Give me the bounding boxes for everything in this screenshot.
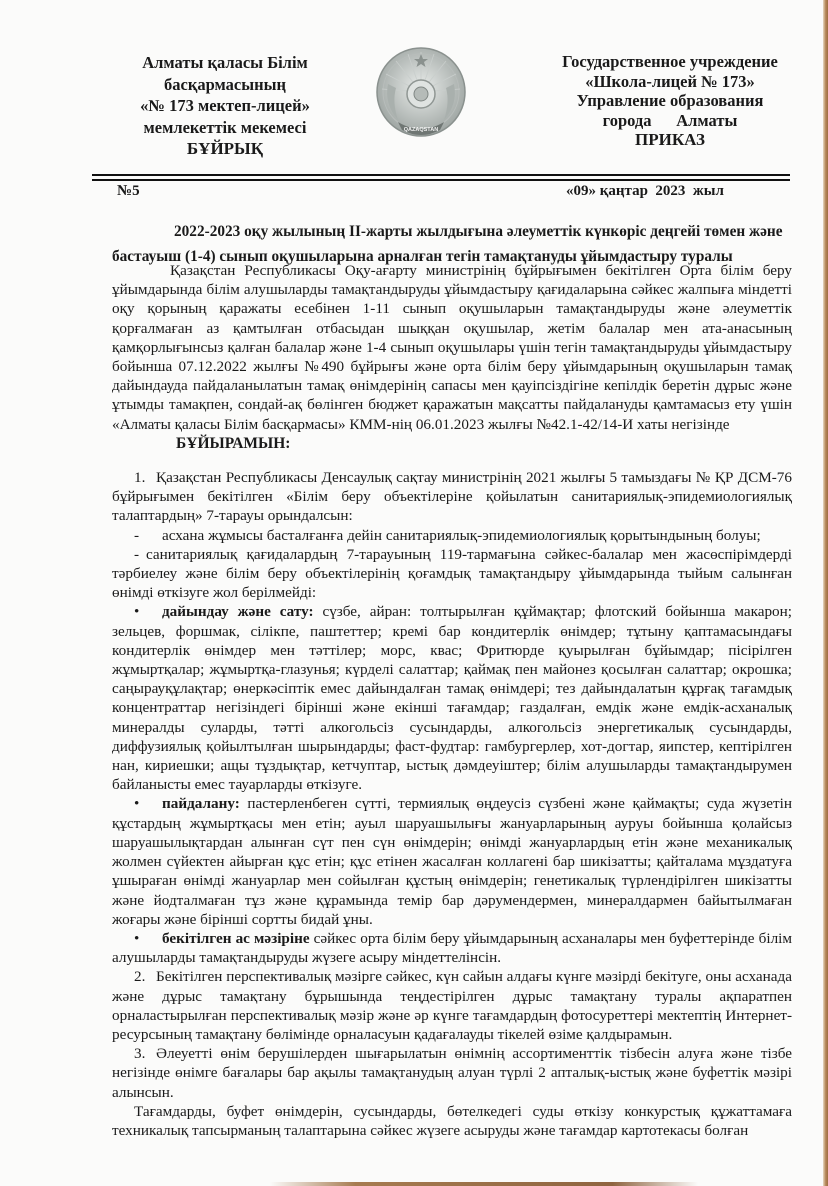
closing-paragraph: Тағамдарды, буфет өнімдерін, сусындарды, бөтелкедегі суды өткізу конкурстық құжаттамаға техникалық тапсырманың талаптарына сәйкес жүзеге асыруды және тағамдар картотекасы болған (112, 1102, 792, 1139)
header-kz-line: Алматы қаласы Білім (142, 53, 308, 72)
order-title-line: 2022-2023 оқу жылының ІІ-жарты жылдығына әлеуметтік күнкөріс деңгейі төмен және (174, 223, 783, 240)
document-header (0, 0, 828, 180)
bullet-marker: • (134, 929, 140, 947)
dash-item-text: санитариялық қағидалардың 7-тарауының 119-тармағына сәйкес-балалар мен жасөспірімдерді тәрбиелеу және білім беру объектілерінің қоғамдық тамақтандыру ұйымдарында тыйым салынған өнімді өткізуге жол берілмейді: (112, 545, 792, 602)
item-number: 3. (134, 1045, 146, 1063)
doc-type-ru: ПРИКАЗ (635, 130, 705, 149)
bullet-text: пастерленбеген сүтті, термиялық өңдеусіз сүзбені және қаймақты; суда жүзетін құстардың жұмыртқасы мен етін; ауыл шаруашылығы жануарларының ауруы бойынша қолайсыз шаруашылықтардан алынған сүт пен сүн өнімдерін; өнімді жануарлардың етін және механикалық жолмен сүйектен айырған құс етін; құс етінен жасалған коллагені бар шикізатты; қайталама мұздатуға ұшыраған өнімді жануарлар мен сойылған құстың өнімдерін; генетикалық түрлендірілген шикізатты және йодталмаған тұз және құрамында темір бар дәрумендермен, минералдармен байытылмаған жоғары және бірінші сортты бидай ұны. (112, 795, 792, 928)
page-bottom-shadow (270, 1182, 698, 1186)
header-russian-block (545, 52, 795, 150)
bullet-list-item (112, 602, 792, 794)
item-text: Қазақстан Республикасы Денсаулық сақтау министрінің 2021 жылғы 5 тамыздағы № ҚР ДСМ-76 бұйрығымен бекітілген «Білім беру объектілеріне қойылатын санитариялық-эпидемиологиялық талаптардың» 7-тарауы орындалсын: (112, 469, 792, 525)
bullet-marker: • (134, 795, 140, 813)
order-item-2 (112, 967, 792, 1044)
item-number: 1. (134, 469, 146, 487)
item-text: Әлеуетті өнім берушілерден шығарылатын өнімнің ассортименттік тізбесін алуға және тізбе негізінде өнімге бағалары бар ақылы тамақтанудың алуан түрлі 2 апталық-ыстық және буфеттік мәзірі алынсын. (112, 1045, 792, 1101)
order-meta (0, 183, 828, 203)
dash-list-item (112, 545, 792, 603)
header-kz-line: мемлекеттік мекемесі (143, 117, 307, 137)
header-kz-line: басқармасының (164, 74, 286, 94)
header-kazakh-block (105, 52, 345, 160)
order-number: №5 (117, 183, 140, 199)
dash-item-text: асхана жұмысы басталғанға дейін санитариялық-эпидемиологиялық қорытындының болуы; (162, 526, 761, 544)
emblem-text: QAZAQSTAN (403, 127, 439, 133)
kazakhstan-state-emblem-icon (374, 44, 468, 144)
header-ru-line: Управление образования (576, 91, 764, 110)
bullet-label: дайындау және сату: (162, 603, 314, 621)
preamble-paragraph: Қазақстан Республикасы Оқу-ағарту министрінің бұйрығымен бекітілген Орта білім беру ұйымдарында білім алушыларды тамақтандыруды ұйымдастыру қағидаларына сәйкес жалпыға міндетті оқу қорының қаражаты есебінен 1-11 сынып оқушыларын тамақтандыруды және әлеуметтік қорғалмаған аз қамтылған отбасыдан шыққан оқушылар, жетім балалар мен ата-анасының қамқорлығынсыз қалған балалар және 1-4 сынып оқушылары үшін тегін тамақтандыруды ұйымдастыру бойынша 07.12.2022 жылғы №490 бұйрығы және орта білім беру ұйымдарының оқушыларын тамақ дайындауда пайдаланылатын тамақ өнімдерінің сапасы мен қауіпсіздігіне кепілдік беретін дұрыс және ұтымды тамақпен, сондай-ақ бөлінген бюджет қаражатын мақсатты пайдалануды қамтамасыз ету үшін «Алматы қаласы Білім басқармасы» КММ-нің 06.01.2023 жылғы №42.1-42/14-И хаты негізінде (112, 262, 792, 433)
bullet-marker: • (134, 603, 140, 621)
header-kz-line: «№ 173 мектеп-лицей» (140, 96, 310, 115)
dash-list-item (112, 526, 792, 545)
bullet-label: пайдалану: (162, 795, 240, 813)
bullet-text: сәйкес орта білім беру ұйымдарының асханалары мен буфеттерінде білім алушыларды тамақтандыруды жүзеге асыру міндеттелінсін. (112, 929, 792, 967)
header-ru-line: «Школа-лицей № 173» (585, 71, 755, 91)
doc-type-kz: БҰЙРЫҚ (186, 139, 264, 158)
bullet-text: сүзбе, айран: толтырылған құймақтар; флотский бойынша макарон; зельцев, форшмак, сілікпе, паштеттер; кремі бар кондитерлік өнімдер; тұтыну қаптамасындағы кондитерлік өнімдер мен тәттілер; морс, квас; Фритюрде қуырылған бұйымдар; пісірілген жұмыртқалар; жұмыртқа-глазунья; күрделі салаттар; қаймақ пен майонез қосылған салаттар; окрошка; саңырауқұлақтар; өнеркәсіптік емес дайындалған тамақ өнімдері; тез дайындалатын құрғақ тағамдық концентраттар негізіндегі бірінші және екінші тағамдар; газдалған, емдік және емдік-асханалық минералды суларды, тәтті алкогольсіз сусындарды, алкогольсіз энергетикалық сусындарды, диффузиялық қойылтылған шырындарды; фаст-фудтар: гамбургерлер, хот-догтар, яипстер, кептірілген нан, кириешки; ащы тұздықтар, кетчуптар, ыстық дәмдеуіштер; білім алушыларды тамақтандырумен байланысты емес тауарларды өткізуге. (112, 603, 792, 794)
order-item-1 (112, 468, 792, 526)
bullet-label: бекітілген ас мәзіріне (162, 929, 310, 947)
order-item-3 (112, 1044, 792, 1102)
order-date: «09» қаңтар 2023 жыл (566, 183, 724, 199)
header-ru-line: Государственное учреждение (562, 52, 778, 71)
dash-marker: - (134, 545, 140, 563)
bullet-list-item (112, 929, 792, 967)
document-body (112, 261, 792, 1140)
bullet-list-item (112, 794, 792, 928)
header-ru-line: города Алматы (602, 110, 738, 130)
item-number: 2. (134, 968, 146, 986)
dash-marker: - (134, 526, 140, 544)
item-text: Бекітілген перспективалық мәзірге сәйкес, күн сайын алдағы күнге мәзірді бекітуге, оны асханада және дұрыс тамақтану бұрышында теңдестірілген дұрыс тамақтану туралы ақпаратпен орналастырылған перспективалық мәзір және әр күнге тағамдардың фотосуреттері мектептің Интернет-ресурсының тамақтану бөлімінде орналасуын қадағалауды тікелей өзіме қалдырамын. (112, 968, 792, 1043)
header-double-rule (92, 174, 790, 181)
order-directive-heading: БҰЙЫРАМЫН: (176, 434, 291, 452)
order-title-line: бастауыш (1-4) сынып оқушыларына арналған тегін тамақтануды ұйымдастыру туралы (112, 248, 733, 265)
